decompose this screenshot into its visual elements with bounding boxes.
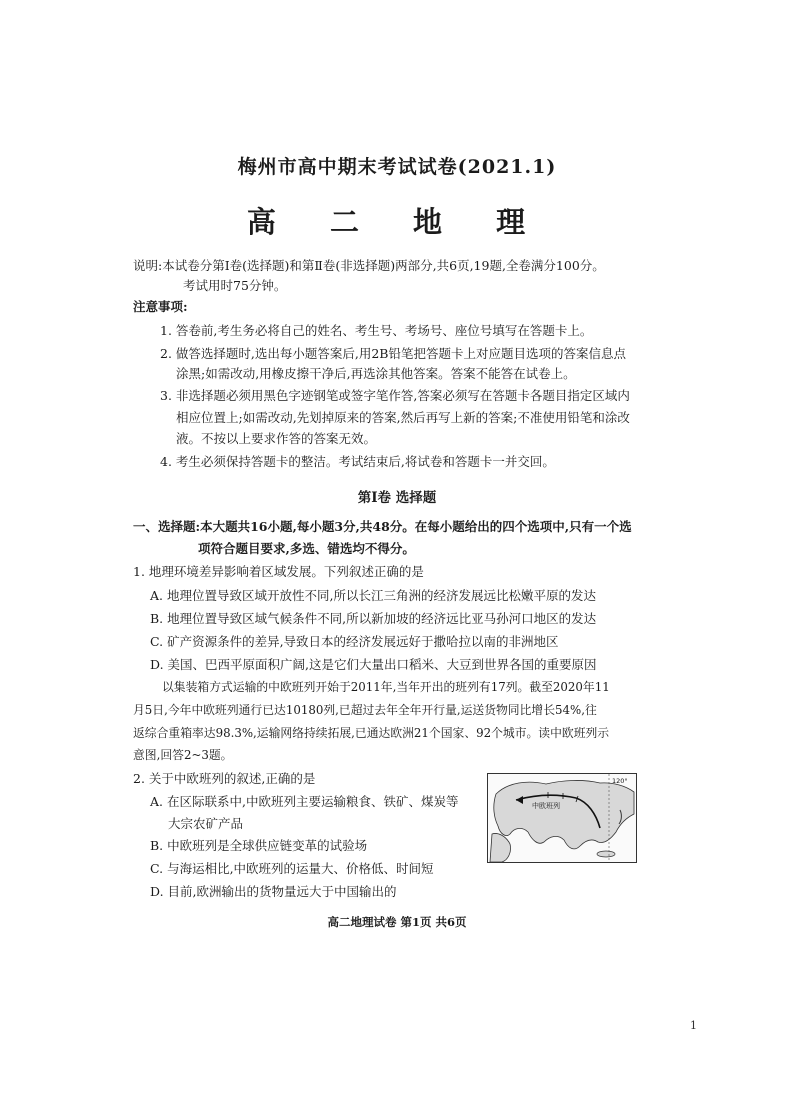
q2-option-a: A. 在区际联系中,中欧班列主要运输粮食、铁矿、煤炭等 bbox=[150, 794, 459, 809]
island bbox=[597, 851, 615, 857]
notice-item-3: 3. 非选择题必须用黑色字迹钢笔或签字笔作答,答案必须写在答题卡各题目指定区域内 bbox=[160, 388, 630, 403]
page-footer: 高二地理试卷 第1页 共6页 bbox=[327, 915, 467, 929]
q1-stem: 1. 地理环境差异影响着区域发展。下列叙述正确的是 bbox=[133, 564, 424, 579]
eurasia-landmass bbox=[494, 780, 634, 848]
longitude-label: 120° bbox=[612, 777, 628, 785]
q2-option-a-cont: 大宗农矿产品 bbox=[168, 816, 244, 831]
map-svg bbox=[488, 774, 636, 862]
q1-option-c: C. 矿产资源条件的差异,导致日本的经济发展远好于撒哈拉以南的非洲地区 bbox=[150, 634, 559, 649]
china-europe-railway-map bbox=[487, 773, 637, 863]
passage-line-3: 返综合重箱率达98.3%,运输网络持续拓展,已通达欧洲21个国家、92个城市。读中欧班列示 bbox=[133, 726, 610, 740]
notice-item-3-cont: 相应位置上;如需改动,先划掉原来的答案,然后再写上新的答案;不准使用铅笔和涂改 bbox=[176, 410, 630, 425]
q1-option-a: A. 地理位置导致区域开放性不同,所以长江三角洲的经济发展远比松嫩平原的发达 bbox=[150, 588, 596, 603]
notice-item-3-cont2: 液。不按以上要求作答的答案无效。 bbox=[176, 431, 377, 446]
q1-option-d: D. 美国、巴西平原面积广阔,这是它们大量出口稻米、大豆到世界各国的重要原因 bbox=[150, 657, 597, 672]
instructions-line-2: 考试用时75分钟。 bbox=[183, 278, 287, 293]
q2-stem: 2. 关于中欧班列的叙述,正确的是 bbox=[133, 771, 316, 786]
notice-item-1: 1. 答卷前,考生务必将自己的姓名、考生号、考场号、座位号填写在答题卡上。 bbox=[160, 323, 593, 338]
section-intro-2: 项符合题目要求,多选、错选均不得分。 bbox=[198, 541, 415, 556]
africa-landmass bbox=[490, 833, 511, 862]
q2-option-d: D. 目前,欧洲输出的货物量远大于中国输出的 bbox=[150, 884, 397, 899]
passage-line-4: 意图,回答2~3题。 bbox=[133, 748, 233, 762]
notice-item-4: 4. 考生必须保持答题卡的整洁。考试结束后,将试卷和答题卡一并交回。 bbox=[160, 454, 555, 469]
notice-item-2-cont: 涂黑;如需改动,用橡皮擦干净后,再选涂其他答案。答案不能答在试卷上。 bbox=[176, 366, 576, 381]
passage-line-2: 月5日,今年中欧班列通行已达10180列,已超过去年全年开行量,运送货物同比增长54%,往 bbox=[133, 703, 597, 717]
route-label: 中欧班列 bbox=[532, 802, 560, 810]
section-title: 第Ⅰ卷 选择题 bbox=[357, 490, 437, 506]
notice-item-2: 2. 做答选择题时,选出每小题答案后,用2B铅笔把答题卡上对应题目选项的答案信息点 bbox=[160, 346, 626, 361]
q2-option-c: C. 与海运相比,中欧班列的运量大、价格低、时间短 bbox=[150, 861, 434, 876]
q2-option-b: B. 中欧班列是全球供应链变革的试验场 bbox=[150, 838, 368, 853]
section-intro-1: 一、选择题:本大题共16小题,每小题3分,共48分。在每小题给出的四个选项中,只有一个选 bbox=[133, 519, 632, 534]
q1-option-b: B. 地理位置导致区域气候条件不同,所以新加坡的经济远比亚马孙河口地区的发达 bbox=[150, 611, 597, 626]
subject-title: 高 二 地 理 bbox=[246, 205, 548, 239]
passage-line-1: 以集装箱方式运输的中欧班列开始于2011年,当年开出的班列有17列。截至2020年11 bbox=[162, 680, 610, 694]
exam-title: 梅州市高中期末考试试卷(2021.1) bbox=[237, 156, 557, 178]
page-number: 1 bbox=[690, 1019, 697, 1032]
instructions-line-1: 说明:本试卷分第Ⅰ卷(选择题)和第Ⅱ卷(非选择题)两部分,共6页,19题,全卷满分100分。 bbox=[133, 258, 605, 273]
notice-heading: 注意事项: bbox=[133, 299, 188, 314]
